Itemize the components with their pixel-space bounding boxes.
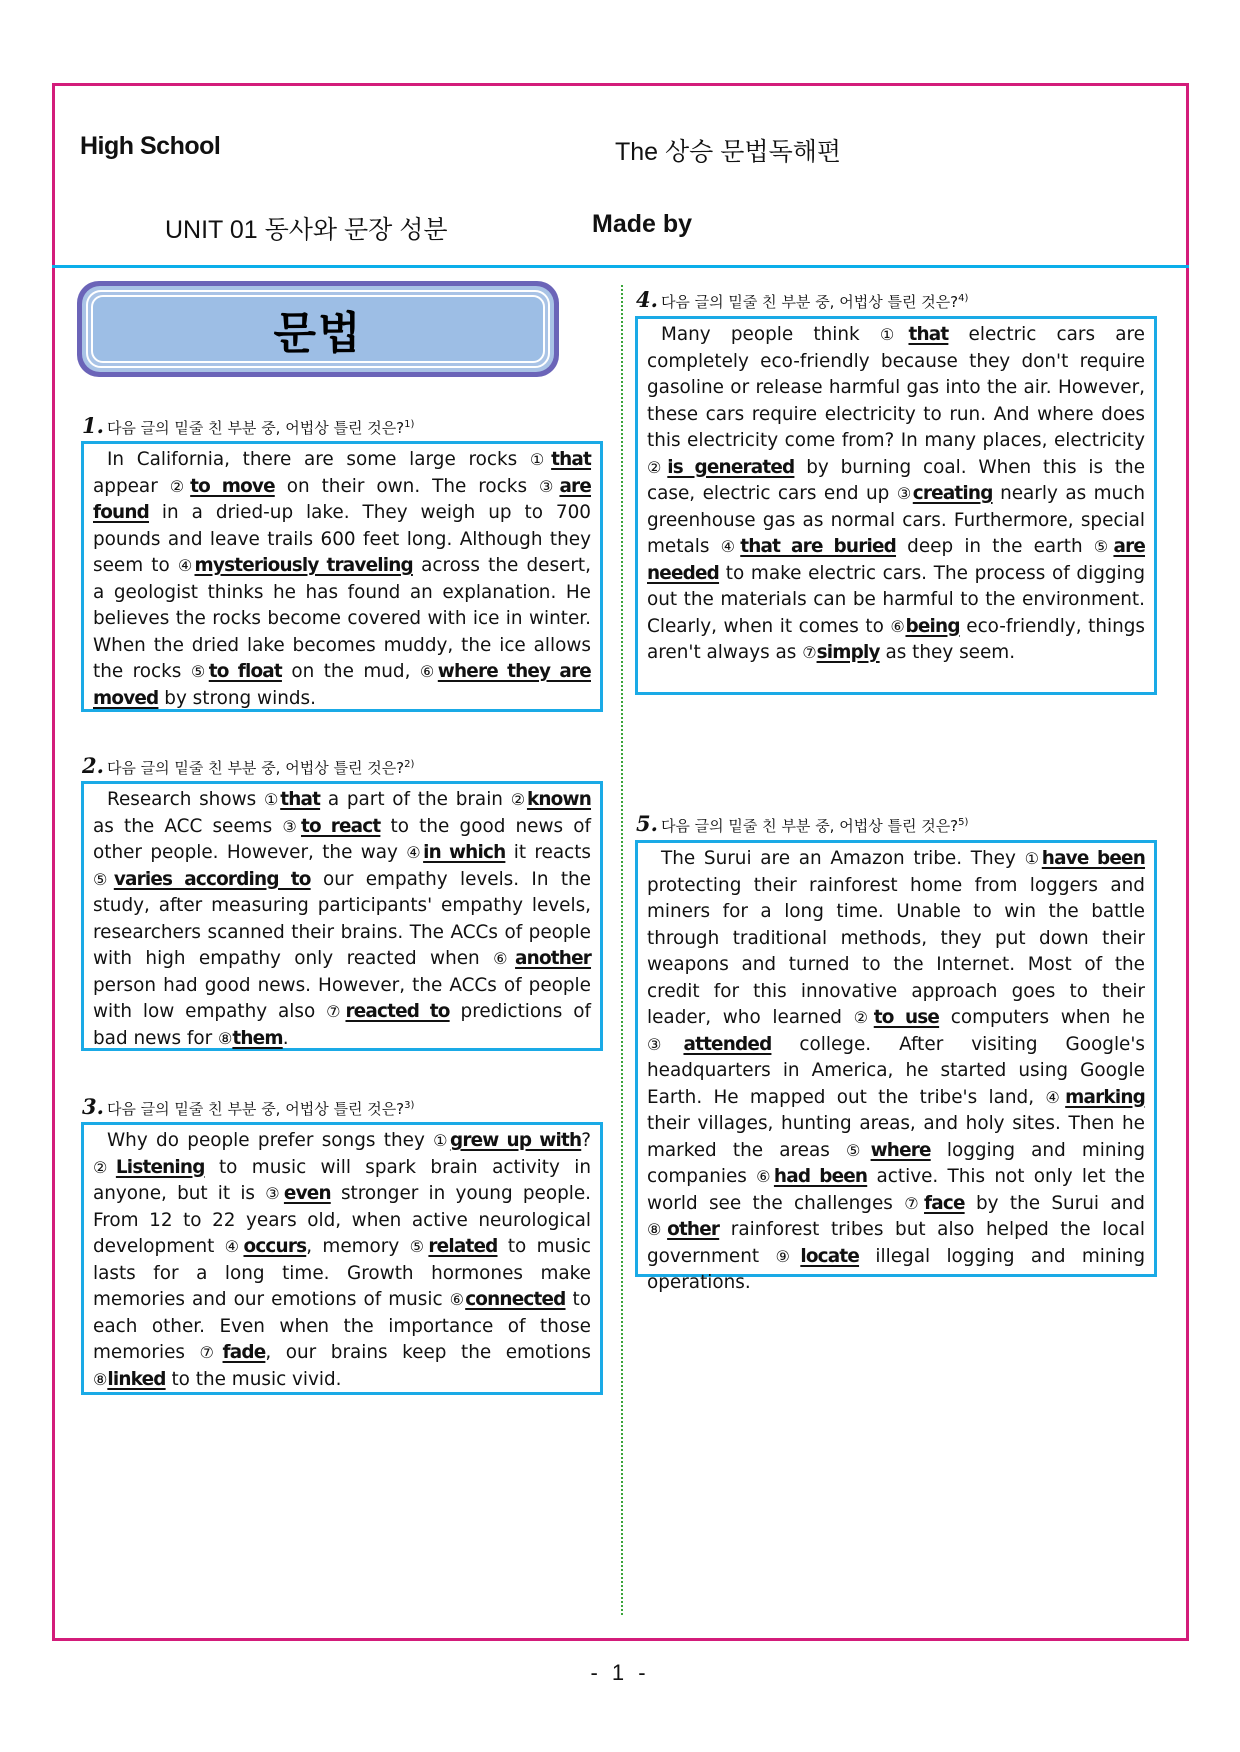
choice-marker: ① bbox=[263, 790, 281, 809]
underlined-choice: even bbox=[283, 1183, 331, 1204]
underlined-choice: that bbox=[551, 449, 592, 470]
choice-marker: ① bbox=[879, 325, 909, 344]
choice-marker: ① bbox=[1024, 849, 1042, 868]
question-prompt: 다음 글의 밑줄 친 부분 중, 어법상 틀린 것은? bbox=[106, 759, 405, 777]
passage-text: as the ACC seems bbox=[93, 815, 283, 837]
passage-text: college. After visiting Google's headquarters in America, he started using Google Earth. He mapped out the tribe's land, bbox=[647, 1033, 1145, 1108]
footnote-ref: 5) bbox=[958, 817, 969, 828]
underlined-choice: are found bbox=[93, 475, 591, 523]
passage-text: to each other. Even when the importance of those memories bbox=[93, 1289, 592, 1363]
passage-text: by burning coal. When this is the case, electric cars end up bbox=[647, 456, 1146, 504]
footnote-ref: 1) bbox=[404, 419, 415, 430]
underlined-choice: other bbox=[667, 1219, 720, 1240]
question-heading-5 bbox=[636, 811, 968, 836]
question-passage-5 bbox=[635, 840, 1157, 1293]
passage-text: active. This not only let the world see the challenges bbox=[647, 1166, 1145, 1214]
underlined-choice: had been bbox=[773, 1166, 868, 1187]
choice-marker: ② bbox=[93, 1157, 116, 1177]
underlined-choice: where they are moved bbox=[93, 661, 591, 709]
choice-marker: ⑤ bbox=[845, 1140, 871, 1160]
choice-marker: ⑥ bbox=[756, 1167, 774, 1186]
choice-marker: ④ bbox=[1045, 1087, 1066, 1107]
passage-text: protecting their rainforest home from loggers and miners for a long time. Unable to win the battle through traditional methods, they put down their weapons and turned to the Internet. Most of the credit for this innovative approach goes to their leader, who learned bbox=[647, 874, 1145, 1028]
choice-marker: ④ bbox=[406, 843, 424, 862]
passage-text: Many people think bbox=[661, 324, 880, 345]
underlined-choice: another bbox=[515, 948, 592, 969]
passage-text: their villages, hunting areas, and holy sites. Then he marked the areas bbox=[647, 1113, 1145, 1161]
choice-marker: ① bbox=[433, 1131, 450, 1150]
passage-text: to music lasts for a long time. Growth hormones make memories and our emotions of music bbox=[93, 1236, 591, 1310]
passage-text: nearly as much greenhouse gas as normal cars. Furthermore, special metals bbox=[647, 483, 1145, 557]
passage-text: to the good news of other people. However, the way bbox=[93, 815, 592, 863]
passage-text: to make electric cars. The process of digging out the materials can be harmful to the environment. Clearly, when it comes to bbox=[647, 562, 1145, 637]
choice-marker: ⑥ bbox=[493, 949, 516, 968]
choice-marker: ② bbox=[853, 1008, 874, 1027]
underlined-choice: fade bbox=[222, 1342, 266, 1363]
footnote-ref: 3) bbox=[404, 1100, 415, 1111]
underlined-choice: that are buried bbox=[740, 536, 897, 557]
choice-marker: ⑧ bbox=[218, 1028, 233, 1048]
unit-title: UNIT 01 동사와 문장 성분 bbox=[165, 216, 448, 244]
passage-text: ? bbox=[581, 1130, 591, 1151]
choice-marker: ⑤ bbox=[1093, 537, 1114, 556]
question-heading-1 bbox=[82, 413, 414, 438]
choice-marker: ⑦ bbox=[904, 1193, 925, 1213]
underlined-choice: to use bbox=[873, 1007, 940, 1028]
question-number: 1. bbox=[82, 413, 104, 438]
passage-text: stronger in young people. From 12 to 22 years old, when active neurological development bbox=[93, 1183, 592, 1257]
passage-text: person had good news. However, the ACCs of people with low empathy also bbox=[93, 974, 591, 1022]
passage-text: appear bbox=[93, 475, 170, 497]
passage-text: In California, there are some large rocks bbox=[107, 449, 530, 470]
choice-marker: ③ bbox=[896, 484, 913, 503]
choice-marker: ⑦ bbox=[326, 1002, 346, 1021]
choice-marker: ③ bbox=[647, 1034, 684, 1054]
underlined-choice: grew up with bbox=[449, 1130, 582, 1151]
header-divider bbox=[52, 265, 1189, 268]
underlined-choice: linked bbox=[107, 1368, 166, 1390]
passage-text: our empathy levels. In the study, after measuring participants' empathy levels, researchers scanned their brains. The ACCs of people with high empathy only reacted when bbox=[93, 868, 591, 969]
choice-marker: ② bbox=[169, 476, 191, 496]
question-number: 4. bbox=[636, 287, 658, 312]
section-title: 문법 bbox=[273, 308, 363, 359]
passage-text: to music will spark brain activity in anyone, but it is bbox=[93, 1156, 592, 1204]
underlined-choice: is generated bbox=[667, 456, 795, 478]
passage-text: , our brains keep the emotions bbox=[265, 1342, 591, 1363]
passage-text: logging and mining companies bbox=[647, 1139, 1146, 1187]
underlined-choice: are needed bbox=[647, 536, 1146, 584]
choice-marker: ⑧ bbox=[93, 1369, 108, 1389]
choice-marker: ③ bbox=[538, 476, 560, 496]
choice-marker: ③ bbox=[282, 816, 301, 836]
passage-text: by the Surui and bbox=[964, 1192, 1145, 1214]
passage-text: Why do people prefer songs they bbox=[107, 1130, 434, 1151]
choice-marker: ⑥ bbox=[449, 1290, 466, 1309]
choice-marker: ② bbox=[510, 790, 527, 809]
made-by-label: Made by bbox=[592, 210, 693, 238]
passage-text: Research shows bbox=[107, 789, 264, 810]
page-number: - 1 - bbox=[590, 1660, 650, 1685]
choice-marker: ⑨ bbox=[775, 1246, 801, 1266]
question-prompt: 다음 글의 밑줄 친 부분 중, 어법상 틀린 것은? bbox=[106, 419, 405, 437]
underlined-choice: face bbox=[924, 1192, 965, 1214]
underlined-choice: occurs bbox=[243, 1236, 307, 1257]
passage-text: eco-friendly, things aren't always as bbox=[647, 615, 1145, 663]
passage-text: across the desert, a geologist thinks he has found an explanation. He believes the rocks become covered with ice in winter. When the dried lake becomes muddy, the ice allows the rocks bbox=[93, 555, 591, 682]
underlined-choice: reacted to bbox=[345, 1001, 450, 1022]
column-divider bbox=[621, 285, 623, 1615]
underlined-choice: in which bbox=[423, 842, 506, 863]
passage-text: The Surui are an Amazon tribe. They bbox=[661, 848, 1025, 869]
choice-marker: ④ bbox=[224, 1237, 244, 1256]
choice-marker: ③ bbox=[265, 1184, 284, 1203]
underlined-choice: being bbox=[905, 615, 960, 637]
underlined-choice: marking bbox=[1065, 1086, 1146, 1108]
underlined-choice: Listening bbox=[115, 1156, 205, 1178]
question-prompt: 다음 글의 밑줄 친 부분 중, 어법상 틀린 것은? bbox=[106, 1100, 405, 1118]
school-level-label: High School bbox=[80, 132, 221, 160]
section-banner bbox=[77, 281, 559, 377]
question-heading-2 bbox=[82, 753, 414, 778]
choice-marker: ⑦ bbox=[802, 643, 817, 662]
footnote-ref: 4) bbox=[958, 293, 969, 304]
question-heading-4 bbox=[636, 287, 968, 312]
underlined-choice: to move bbox=[190, 475, 275, 497]
passage-text: . bbox=[282, 1027, 289, 1049]
underlined-choice: varies according to bbox=[113, 868, 311, 890]
underlined-choice: related bbox=[428, 1236, 498, 1257]
passage-text: it reacts bbox=[505, 842, 592, 863]
underlined-choice: known bbox=[526, 789, 591, 810]
passage-text: on their own. The rocks bbox=[274, 475, 539, 497]
question-number: 2. bbox=[82, 753, 104, 778]
passage-text: as they seem. bbox=[879, 642, 1016, 663]
book-title: The 상승 문법독해편 bbox=[615, 138, 842, 166]
passage-text: by strong winds. bbox=[158, 687, 316, 709]
passage-text: a part of the brain bbox=[320, 789, 511, 810]
underlined-choice: locate bbox=[800, 1245, 860, 1267]
choice-marker: ⑤ bbox=[409, 1237, 429, 1256]
question-passage-3 bbox=[81, 1122, 603, 1395]
passage-text: in a dried-up lake. They weigh up to 700 pounds and leave trails 600 feet long. Although they seem to bbox=[93, 502, 591, 576]
choice-marker: ④ bbox=[177, 556, 195, 575]
question-number: 3. bbox=[82, 1094, 104, 1119]
underlined-choice: connected bbox=[465, 1289, 566, 1310]
question-prompt: 다음 글의 밑줄 친 부분 중, 어법상 틀린 것은? bbox=[660, 817, 959, 835]
choice-marker: ⑧ bbox=[647, 1220, 668, 1239]
underlined-choice: simply bbox=[816, 642, 880, 663]
passage-text: computers when he bbox=[939, 1007, 1145, 1028]
question-passage-4 bbox=[635, 316, 1157, 695]
underlined-choice: where bbox=[870, 1139, 931, 1161]
question-prompt: 다음 글의 밑줄 친 부분 중, 어법상 틀린 것은? bbox=[660, 293, 959, 311]
passage-text: predictions of bad news for bbox=[93, 1001, 591, 1049]
passage-text: , memory bbox=[306, 1236, 410, 1257]
choice-marker: ⑤ bbox=[190, 662, 209, 681]
underlined-choice: to float bbox=[208, 661, 282, 682]
choice-marker: ⑥ bbox=[890, 616, 906, 636]
passage-text: on the mud, bbox=[281, 661, 420, 682]
choice-marker: ⑦ bbox=[199, 1343, 223, 1362]
choice-marker: ② bbox=[647, 457, 668, 477]
passage-text: rainforest tribes but also helped the local government bbox=[647, 1219, 1145, 1267]
choice-marker: ④ bbox=[720, 537, 741, 556]
underlined-choice: mysteriously traveling bbox=[194, 555, 413, 576]
underlined-choice: creating bbox=[912, 483, 993, 504]
choice-marker: ⑤ bbox=[93, 869, 114, 889]
passage-text: to the music vivid. bbox=[165, 1368, 342, 1390]
question-number: 5. bbox=[636, 811, 658, 836]
passage-text: electric cars are completely eco-friendly because they don't require gasoline or release harmful gas into the air. However, these cars require electricity to run. And where does this electricity come from? In many places, electricity bbox=[647, 324, 1145, 451]
underlined-choice: them bbox=[232, 1027, 283, 1049]
choice-marker: ① bbox=[529, 450, 552, 469]
question-heading-3 bbox=[82, 1094, 414, 1119]
passage-text: deep in the earth bbox=[896, 536, 1094, 557]
underlined-choice: attended bbox=[683, 1033, 772, 1055]
choice-marker: ⑥ bbox=[419, 662, 438, 681]
underlined-choice: that bbox=[280, 789, 321, 810]
question-passage-1 bbox=[81, 441, 603, 712]
footnote-ref: 2) bbox=[404, 759, 415, 770]
passage-text: illegal logging and mining operations. bbox=[647, 1245, 1146, 1293]
underlined-choice: that bbox=[908, 324, 949, 345]
underlined-choice: have been bbox=[1041, 848, 1146, 869]
underlined-choice: to react bbox=[301, 815, 381, 837]
question-passage-2 bbox=[81, 781, 603, 1051]
